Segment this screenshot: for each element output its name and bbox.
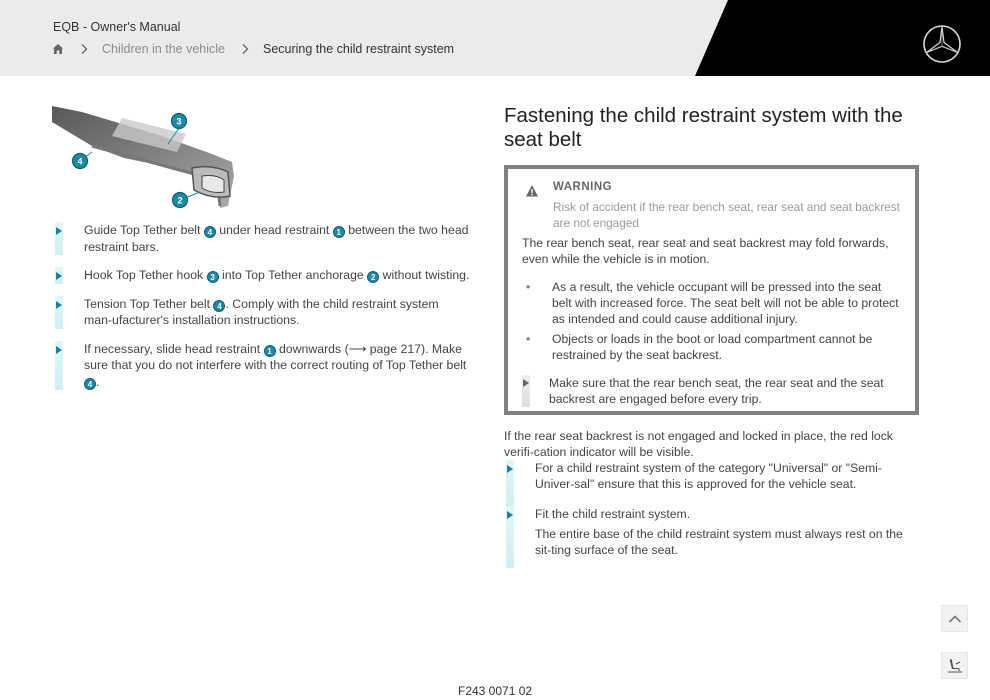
step-bar (522, 375, 530, 407)
car-seat-icon (947, 659, 963, 673)
callout-badge: 4 (204, 226, 216, 238)
step-bar (55, 296, 63, 329)
play-arrow-icon (56, 227, 62, 235)
play-arrow-icon (507, 465, 513, 473)
step-bar (55, 341, 63, 391)
home-icon[interactable] (52, 43, 64, 55)
figure-id: F243 0071 02 (458, 684, 533, 698)
top-tether-illustration (52, 106, 242, 212)
instruction-step (55, 341, 470, 391)
warning-triangle-icon (525, 184, 539, 198)
step-text-sub: The entire base of the child restraint system must always rest on the sit-ting surface of the seat. (535, 527, 903, 557)
step-text (535, 506, 921, 568)
callout-badge: 2 (367, 271, 379, 283)
list-item: • As a result, the vehicle occupant will be pressed into the seat belt with increased force. The seat belt will not be able to protect as intended and could cause additional injury. (522, 279, 901, 327)
step-bar (506, 460, 514, 506)
instruction-step (506, 460, 921, 506)
warning-title: WARNING (553, 181, 613, 193)
step-text: Guide Top Tether belt 4 under head restraint 1 between the two head restraint bars. (84, 223, 469, 254)
list-item: • Objects or loads in the boot or load compartment cannot be restrained by the seat backrest. (522, 331, 901, 363)
chevron-right-icon (79, 43, 89, 55)
warning-action-text: Make sure that the rear bench seat, the rear seat and the seat backrest are engaged before every trip. (549, 376, 884, 406)
chevron-up-icon (948, 614, 962, 624)
bullet-dot-icon: • (526, 332, 531, 346)
bullet-dot-icon: • (526, 280, 531, 294)
step-text: Tension Top Tether belt 4 . Comply with the child restraint system man-ufacturer's installation instructions. (84, 296, 439, 327)
callout-badge: 4 (84, 378, 96, 390)
callout-2 (173, 193, 188, 208)
svg-text:4: 4 (77, 156, 83, 167)
chevron-right-icon (240, 43, 250, 55)
step-bar (55, 222, 63, 255)
callout-badge: 1 (333, 226, 345, 238)
info-paragraph: If the rear seat backrest is not engaged and locked in place, the red lock verifi-cation indicator will be visible. (504, 429, 893, 459)
instruction-step (506, 506, 921, 568)
app-title: EQB - Owner's Manual (53, 20, 181, 34)
instruction-step (55, 267, 470, 284)
step-bar (55, 267, 63, 284)
left-instruction-steps (55, 222, 470, 402)
step-text: For a child restraint system of the category "Universal" or "Semi-Univer-sal" ensure that this is approved for the vehicle seat. (535, 461, 882, 491)
three-pointed-star-logo (921, 23, 963, 65)
callout-badge: 1 (264, 345, 276, 357)
svg-text:2: 2 (177, 195, 183, 206)
callout-badge: 4 (213, 300, 225, 312)
step-bar (506, 506, 514, 568)
step-text: Hook Top Tether hook 3 into Top Tether anchorage 2 without twisting. (84, 268, 470, 282)
play-arrow-icon (523, 379, 529, 387)
instruction-step (55, 296, 470, 329)
callout-badge: 3 (207, 271, 219, 283)
step-text: If necessary, slide head restraint 1 downwards (⟶ page 217). Make sure that you do not interfere with the correct routing of Top Tether belt 4 . (84, 341, 467, 389)
play-arrow-icon (56, 272, 62, 280)
warning-box (504, 165, 919, 415)
scroll-to-top-button[interactable] (941, 605, 968, 632)
car-seat-button[interactable] (941, 652, 968, 679)
callout-3 (172, 114, 187, 129)
breadcrumb-item-current: Securing the child restraint system (263, 42, 455, 56)
warning-action-step (522, 375, 901, 407)
play-arrow-icon (507, 511, 513, 519)
instruction-step (55, 222, 470, 255)
play-arrow-icon (56, 346, 62, 354)
play-arrow-icon (56, 301, 62, 309)
section-title: Fastening the child restraint system with the seat belt (504, 104, 903, 151)
breadcrumb-item-children[interactable]: Children in the vehicle (102, 42, 225, 56)
warning-bullet-list (522, 279, 901, 363)
warning-subtitle: Risk of accident if the rear bench seat, rear seat and seat backrest are not engaged (553, 200, 900, 230)
breadcrumb (52, 42, 454, 56)
warning-body: The rear bench seat, rear seat and seat backrest may fold forwards, even while the vehicle is in motion. (522, 236, 889, 266)
right-instruction-steps (506, 460, 921, 568)
svg-text:3: 3 (176, 116, 182, 127)
step-text-main: Fit the child restraint system. (535, 507, 691, 521)
page-reference-link[interactable]: downwards (⟶ page 217). Make sure that you do not interfere with the correct routing of Top Tether belt (84, 341, 467, 372)
callout-4 (73, 154, 88, 169)
